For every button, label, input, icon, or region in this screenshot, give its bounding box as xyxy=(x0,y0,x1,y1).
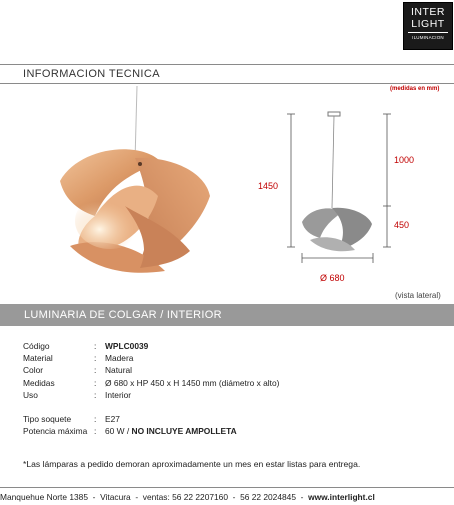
spec-sep: : xyxy=(94,377,97,388)
dim-cable: 1000 xyxy=(394,155,415,165)
spec-row-use xyxy=(23,389,279,401)
logo-line1: INTER xyxy=(411,6,445,18)
spec-key: Potencia máxima xyxy=(23,426,88,437)
top-divider xyxy=(0,64,454,65)
spec-sep: : xyxy=(94,414,97,425)
spec-value: WPLC0039 xyxy=(105,341,149,351)
spec-value: Ø 680 x HP 450 x H 1450 mm (diámetro x alto) xyxy=(105,377,280,388)
spec-row-code xyxy=(23,340,279,352)
footer-website-link[interactable]: www.interlight.cl xyxy=(308,492,375,502)
spec-value: E27 xyxy=(105,414,120,425)
logo-line2: LIGHT xyxy=(411,18,445,30)
footer-contact: Manquehue Norte 1385 - Vitacura - ventas: 56 22 2207160 - 56 22 2024845 - xyxy=(0,492,309,502)
units-note: (medidas en mm) xyxy=(390,86,440,92)
spec-row-measures xyxy=(23,377,279,389)
spec-key: Medidas xyxy=(23,377,55,388)
spec-key: Material xyxy=(23,353,53,364)
spec-table xyxy=(23,340,279,437)
spec-key: Tipo soquete xyxy=(23,414,72,425)
spec-row-socket xyxy=(23,413,279,425)
spec-sep: : xyxy=(94,341,97,351)
spec-sep: : xyxy=(94,426,97,437)
spec-row-material xyxy=(23,352,279,364)
info-divider xyxy=(0,83,454,84)
side-view-label: (vista lateral) xyxy=(395,291,441,300)
footer-divider xyxy=(0,487,454,488)
category-banner xyxy=(0,304,454,326)
power-warning: NO INCLUYE AMPOLLETA xyxy=(131,426,237,437)
dimension-drawing xyxy=(280,100,400,285)
spec-sep: : xyxy=(94,353,97,364)
dim-diameter: Ø 680 xyxy=(320,273,345,283)
delivery-note: *Las lámparas a pedido demoran aproximadamente un mes en estar listas para entrega. xyxy=(23,459,361,469)
dim-total-height: 1450 xyxy=(258,181,279,191)
product-photo xyxy=(40,86,230,286)
brand-logo xyxy=(403,2,453,50)
info-title: INFORMACION TECNICA xyxy=(23,68,160,80)
logo-rule xyxy=(408,32,448,33)
spec-key: Uso xyxy=(23,389,38,400)
spec-sep: : xyxy=(94,365,97,376)
spec-value: Natural xyxy=(105,365,132,376)
spec-value: Interior xyxy=(105,389,132,400)
spec-row-power xyxy=(23,425,279,437)
dim-shade-height: 450 xyxy=(394,220,410,230)
spec-key: Color xyxy=(23,365,44,376)
logo-line3: ILUMINACION xyxy=(412,35,444,40)
spec-sep: : xyxy=(94,389,97,400)
power-value: 60 W / xyxy=(105,426,132,437)
banner-title: LUMINARIA DE COLGAR / INTERIOR xyxy=(24,309,222,321)
spec-value: Madera xyxy=(105,353,134,364)
footer xyxy=(0,492,375,502)
spec-row-color xyxy=(23,364,279,376)
spec-value xyxy=(105,425,237,437)
spec-key: Código xyxy=(23,341,50,351)
